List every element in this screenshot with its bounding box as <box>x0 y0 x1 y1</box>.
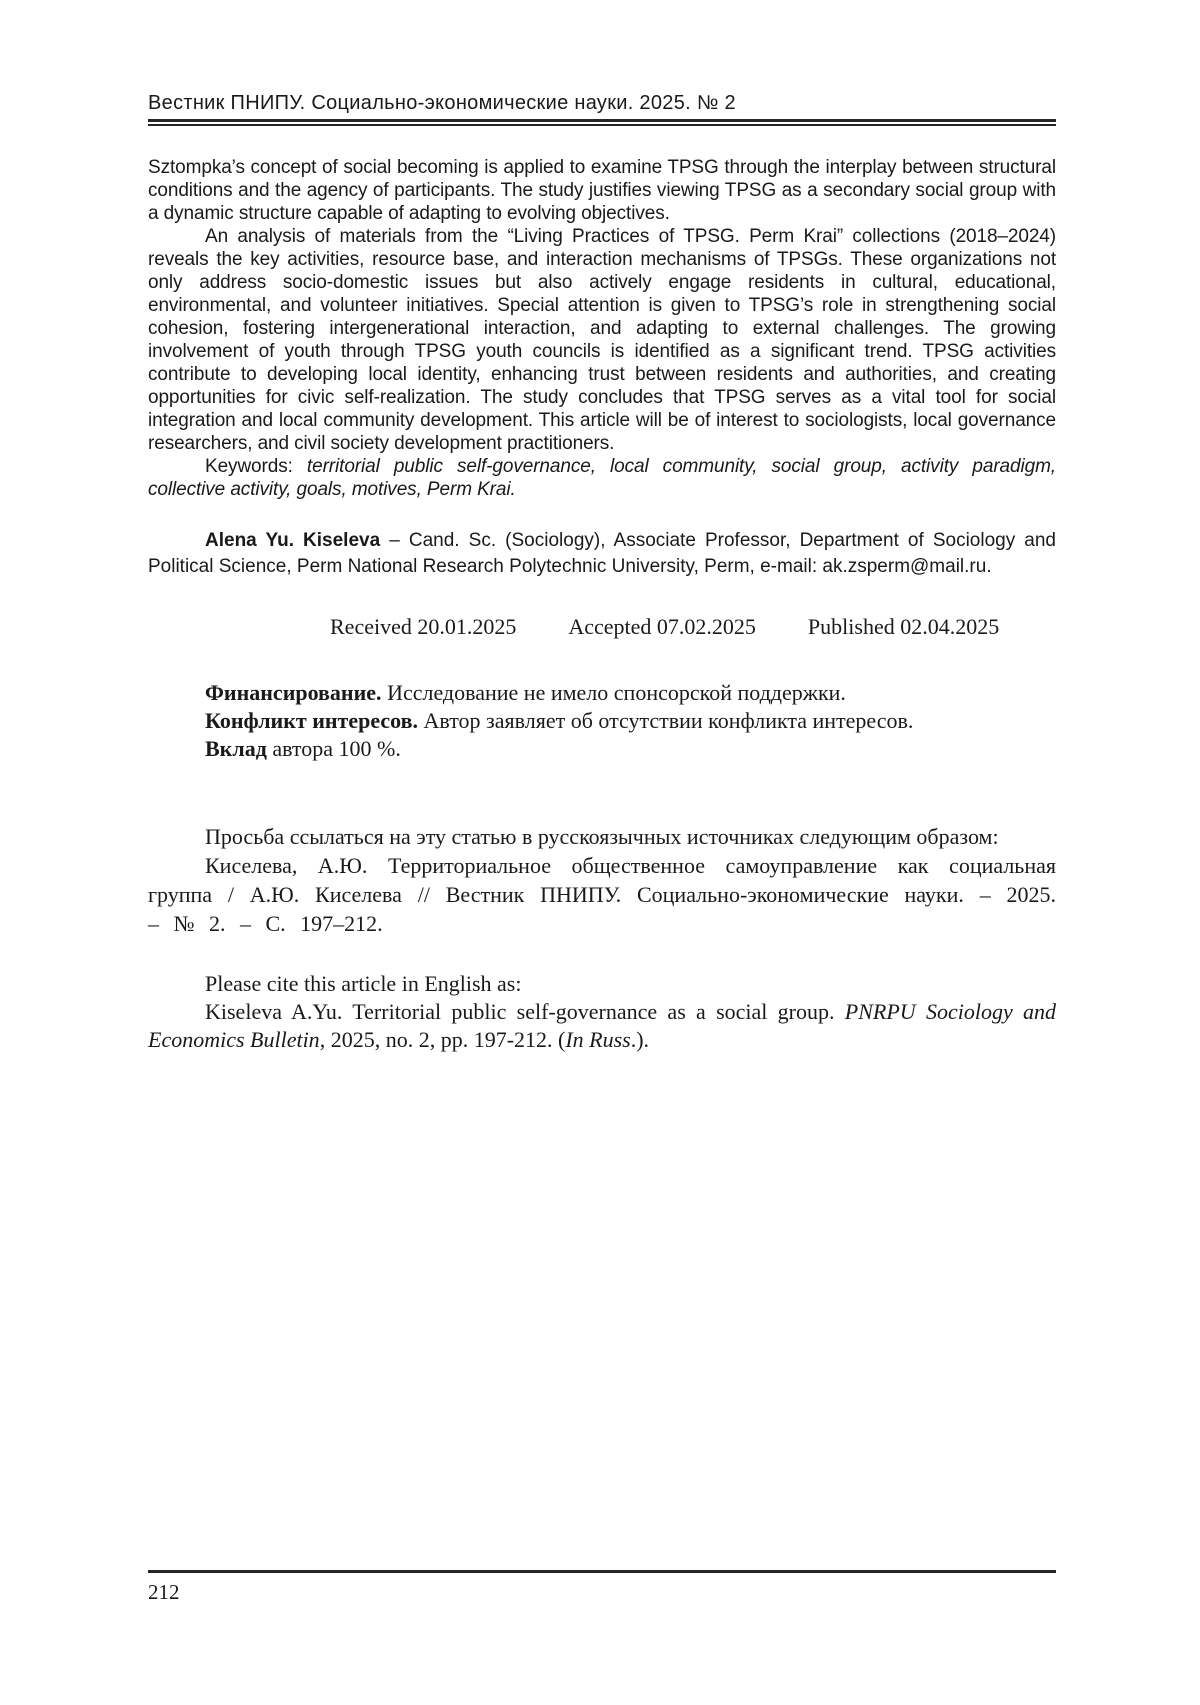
conflict-line <box>148 707 1056 735</box>
author-name: Alena Yu. Kiseleva <box>205 530 381 551</box>
citation-ru-intro: Просьба ссылаться на эту статью в русскоязычных источниках следующим образом: <box>205 824 999 849</box>
contribution-line <box>148 735 1056 763</box>
citation-en-section <box>148 970 1056 1054</box>
in-russ-italic: In Russ <box>565 1027 631 1052</box>
conflict-label: Конфликт интересов. <box>205 708 418 733</box>
citation-ru-text: Киселева, А.Ю. Территориальное общественное самоуправление как социальная группа / А.Ю. Киселева // Вестник ПНИПУ. Социально-экономические науки. – 2025. – № 2. – С. 197–212. <box>148 853 1056 936</box>
header-double-rule <box>148 119 1056 126</box>
author-section <box>148 528 1056 580</box>
received-date: Received 20.01.2025 <box>330 614 517 639</box>
published-date: Published 02.04.2025 <box>807 614 1000 639</box>
conflict-text: Автор заявляет об отсутствии конфликта интересов. <box>418 708 914 733</box>
abstract-paragraph-2: An analysis of materials from the “Living Practices of TPSG. Perm Krai” collections (2018–2024) reveals the key activities, resource base, and interaction mechanisms of TPSGs. These organizations not only address socio-domestic issues but also actively engage residents in cultural, educational, environmental, and volunteer initiatives. Special attention is given to TPSG’s role in strengthening social cohesion, fostering intergenerational interaction, and adapting to external challenges. The growing involvement of youth through TPSG youth councils is identified as a significant trend. TPSG activities contribute to developing local identity, enhancing trust between residents and authorities, and creating opportunities for civic self-realization. The study concludes that TPSG serves as a vital tool for social integration and local community development. This article will be of interest to sociologists, local governance researchers, and civil society development practitioners. <box>148 226 1056 454</box>
page-number: 212 <box>148 1580 180 1604</box>
citation-en-intro: Please cite this article in English as: <box>205 971 522 996</box>
abstract-section <box>148 156 1056 501</box>
citation-en-part3: .). <box>630 1027 650 1052</box>
dates-row <box>330 614 999 640</box>
journal-title: Вестник ПНИПУ. Социально-экономические науки. 2025. № 2 <box>148 92 736 114</box>
contribution-text: автора 100 %. <box>266 736 401 761</box>
contribution-label: Вклад <box>205 736 267 761</box>
funding-text: Исследование не имело спонсорской поддержки. <box>381 680 846 705</box>
abstract-paragraph-1: Sztompka’s concept of social becoming is applied to examine TPSG through the interplay between structural conditions and the agency of participants. The study justifies viewing TPSG as a secondary social group with a dynamic structure capable of adapting to evolving objectives. <box>148 157 1056 224</box>
funding-label: Финансирование. <box>205 680 382 705</box>
author-affiliation: – Cand. Sc. (Sociology), Associate Professor, Department of Sociology and Political Science, Perm National Research Polytechnic University, Perm, e-mail: ak.zsperm@mail.ru. <box>148 530 1056 577</box>
citation-ru-section <box>148 822 1056 938</box>
citation-en-part1: Kiseleva A.Yu. Territorial public self-governance as a social group. <box>205 999 845 1024</box>
funding-line <box>148 679 1056 707</box>
journal-name-italic: PNRPU Sociology and Economics Bulletin <box>148 999 1056 1052</box>
footer-rule <box>148 1570 1056 1573</box>
keywords-label: Keywords: <box>205 456 307 477</box>
keywords-list: territorial public self-governance, local community, social group, activity paradigm, collective activity, goals, motives, Perm Krai. <box>148 456 1056 500</box>
funding-section <box>148 679 1056 763</box>
author-paragraph <box>148 528 1056 580</box>
running-header <box>148 90 1056 126</box>
keywords-paragraph <box>148 455 1056 501</box>
citation-en-part2: , 2025, no. 2, pp. 197-212. ( <box>319 1027 566 1052</box>
citation-en-text <box>148 998 1056 1054</box>
accepted-date: Accepted 07.02.2025 <box>568 614 756 639</box>
